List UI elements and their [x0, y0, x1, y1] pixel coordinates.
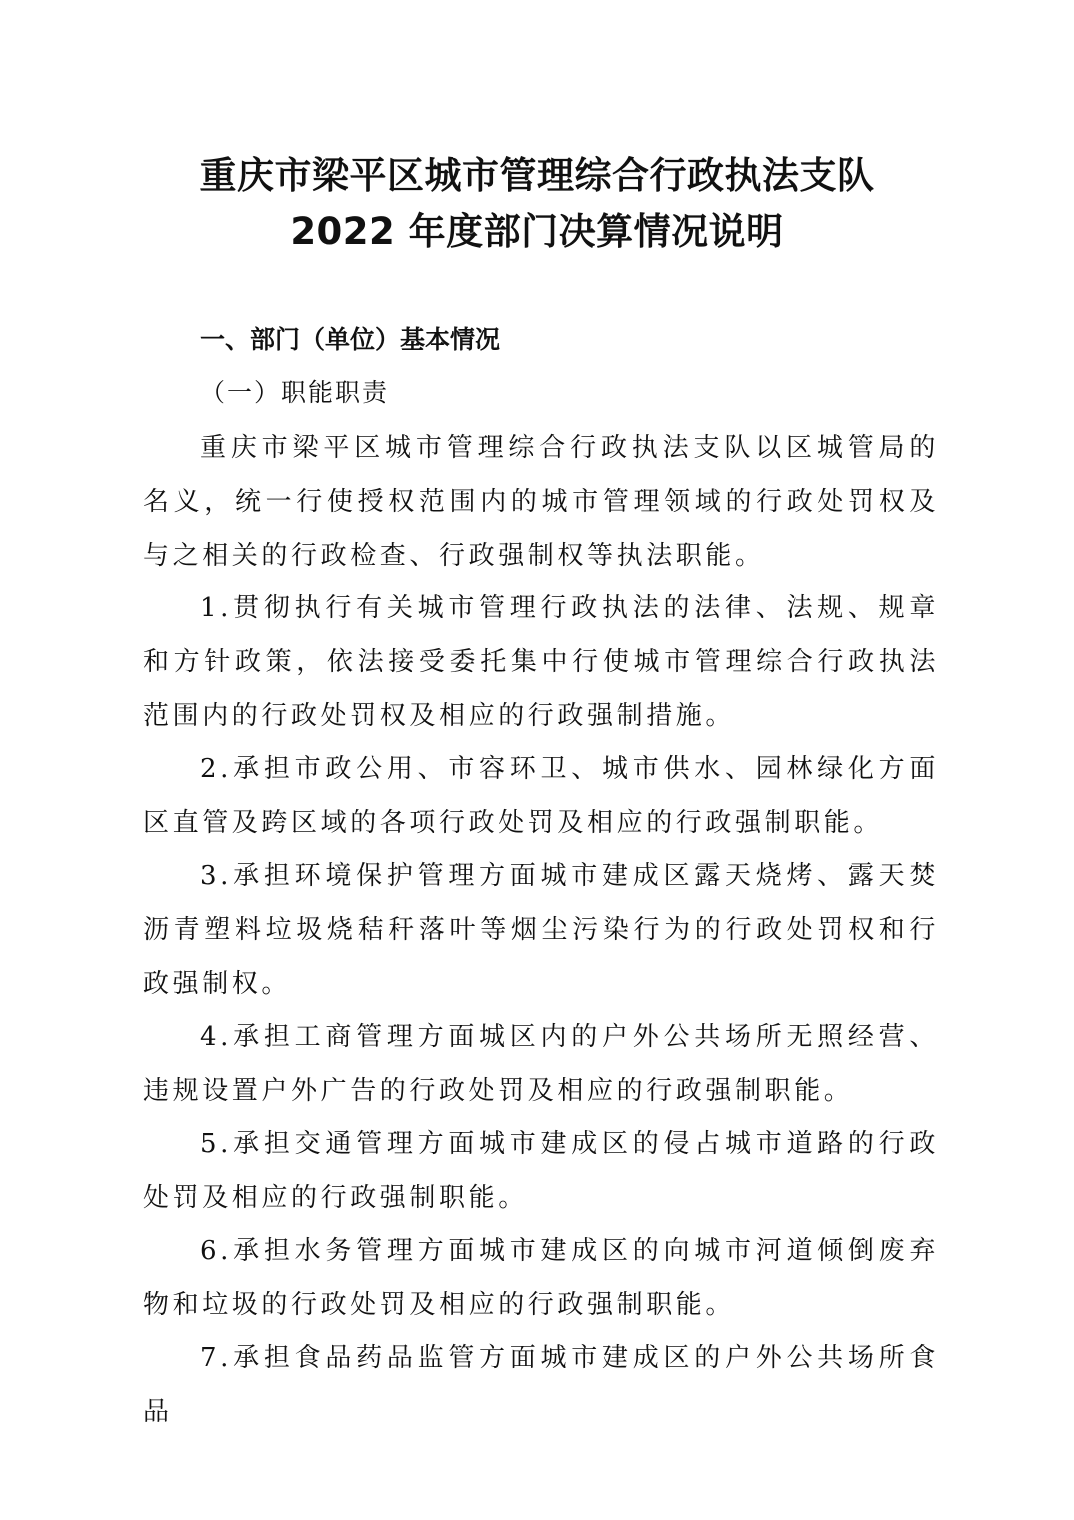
document-title-line-1: 重庆市梁平区城市管理综合行政执法支队: [199, 154, 875, 197]
duty-item-2: 2.承担市政公用、市容环卫、城市供水、园林绿化方面区直管及跨区域的各项行政处罚及相应的行政强制职能。: [143, 754, 939, 838]
duty-item-1: 1.贯彻执行有关城市管理行政执法的法律、法规、规章和方针政策，依法接受委托集中行使城市管理综合行政执法范围内的行政处罚权及相应的行政强制措施。: [143, 593, 939, 731]
duty-item-7: 7.承担食品药品监管方面城市建成区的户外公共场所食品: [143, 1343, 939, 1427]
duty-item-4: 4.承担工商管理方面城区内的户外公共场所无照经营、违规设置户外广告的行政处罚及相应的行政强制职能。: [143, 1022, 939, 1106]
duty-item-6: 6.承担水务管理方面城市建成区的向城市河道倾倒废弃物和垃圾的行政处罚及相应的行政强制职能。: [143, 1236, 939, 1320]
duty-item-3: 3.承担环境保护管理方面城市建成区露天烧烤、露天焚沥青塑料垃圾烧秸秆落叶等烟尘污染行为的行政处罚权和行政强制权。: [143, 861, 939, 999]
section-heading: 一、部门（单位）基本情况: [200, 325, 501, 354]
document-title-line-2: 2022 年度部门决算情况说明: [290, 210, 784, 253]
duty-item-5: 5.承担交通管理方面城市建成区的侵占城市道路的行政处罚及相应的行政强制职能。: [143, 1129, 939, 1213]
subsection-heading: （一）职能职责: [200, 378, 390, 407]
intro-paragraph: 重庆市梁平区城市管理综合行政执法支队以区城管局的名义，统一行使授权范围内的城市管理领域的行政处罚权及与之相关的行政检查、行政强制权等执法职能。: [143, 433, 939, 571]
